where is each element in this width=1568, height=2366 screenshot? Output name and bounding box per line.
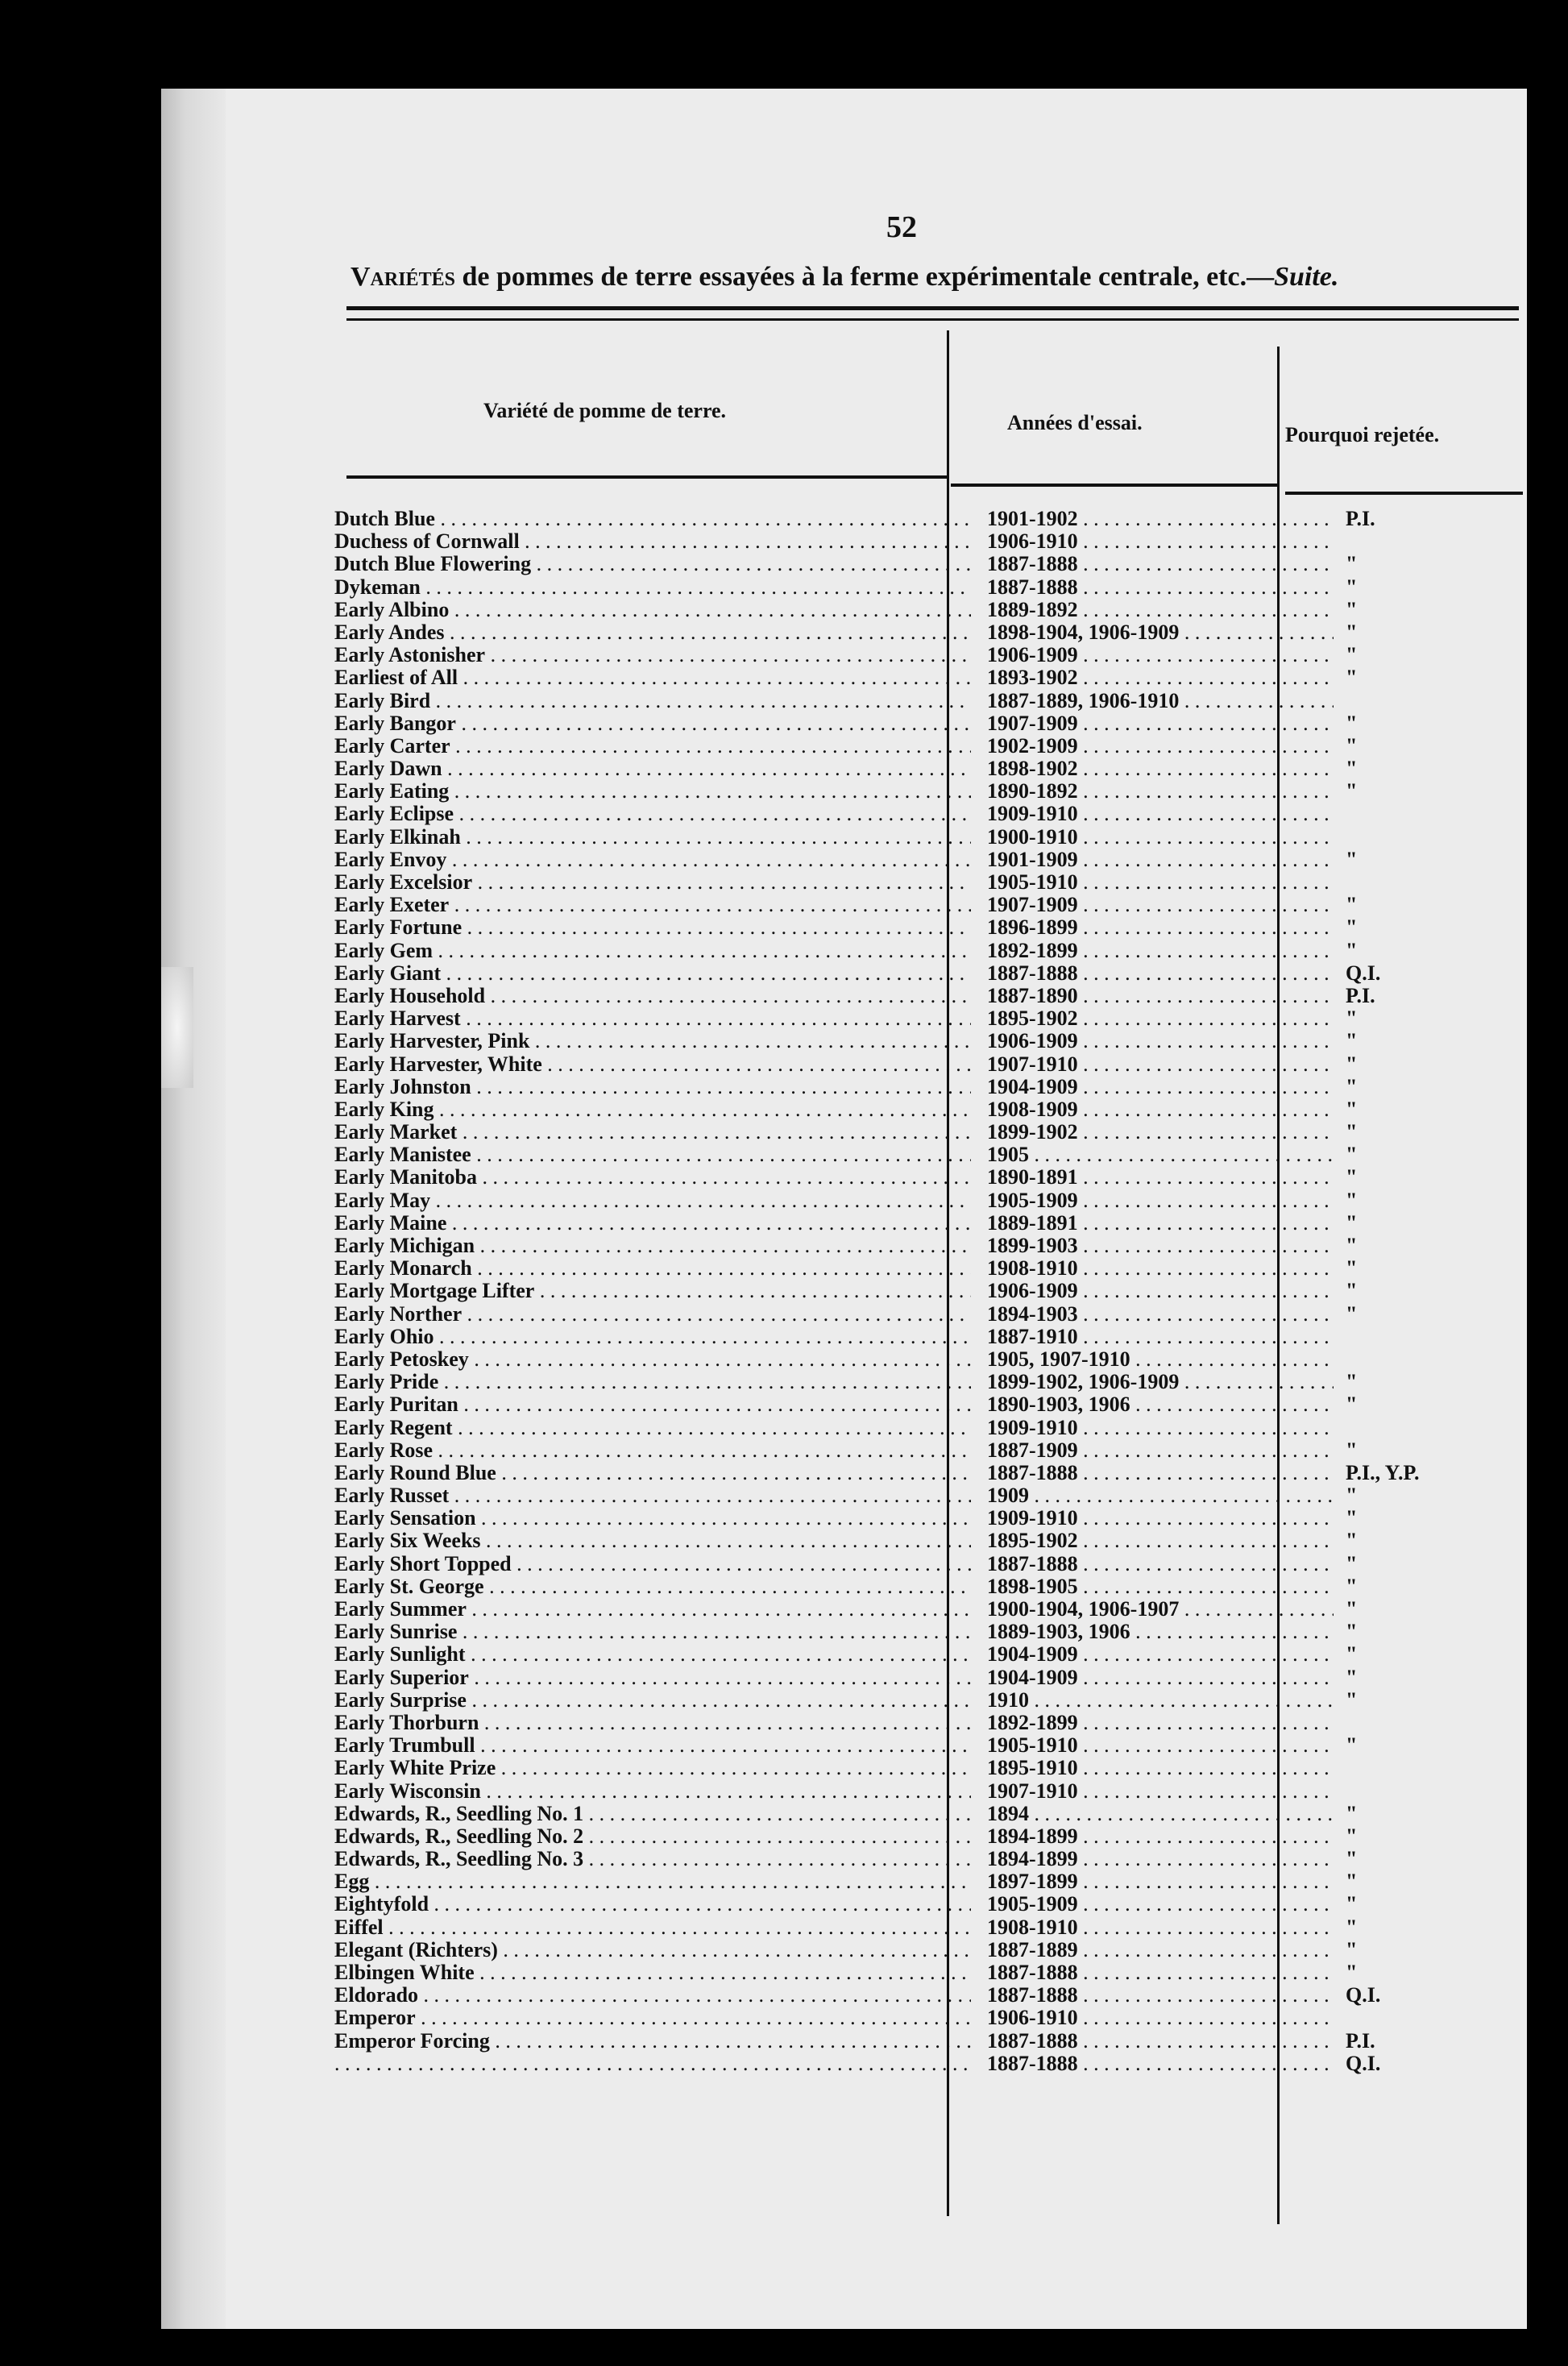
trial-years: 1908-1910 . . . xyxy=(987,1916,1334,1939)
table-row xyxy=(334,1825,1527,1848)
trial-years: 1887-1909 . . . xyxy=(987,1439,1334,1462)
table-row xyxy=(334,2030,1527,2053)
trial-years: 1892-1899 . . . xyxy=(987,1712,1334,1734)
variety-name: Early Round Blue . . . xyxy=(334,1462,971,1484)
table-row xyxy=(334,1712,1527,1734)
table-row xyxy=(334,1303,1527,1326)
rejection-reason: " xyxy=(1346,1210,1358,1235)
rejection-reason: " xyxy=(1346,1665,1358,1689)
variety-name: Elbingen White . . . xyxy=(334,1961,971,1984)
variety-name: Early Eating . . . xyxy=(334,780,971,803)
variety-name: Early Bangor . . . xyxy=(334,712,971,735)
rejection-reason: " xyxy=(1346,1256,1358,1281)
trial-years: 1892-1899 . . . xyxy=(987,940,1334,962)
trial-years: 1905, 1907-1910 . . . xyxy=(987,1348,1334,1371)
table-row xyxy=(334,1212,1527,1235)
trial-years: 1895-1902 . . . xyxy=(987,1530,1334,1552)
variety-table xyxy=(334,508,1527,2075)
table-row xyxy=(334,1893,1527,1916)
table-row xyxy=(334,1326,1527,1348)
variety-name: Early May . . . xyxy=(334,1189,971,1212)
trial-years: 1905-1910 . . . xyxy=(987,871,1334,894)
rejection-reason: " xyxy=(1346,1574,1358,1598)
rejection-reason: P.I. xyxy=(1346,983,1375,1007)
variety-name: Eiffel . . . xyxy=(334,1916,971,1939)
trial-years: 1887-1888 . . . xyxy=(987,1984,1334,2007)
trial-years: 1910 . . . xyxy=(987,1689,1334,1712)
rejection-reason: " xyxy=(1346,1438,1358,1462)
variety-name: Early Pride . . . xyxy=(334,1371,971,1393)
variety-name: Early Harvest . . . xyxy=(334,1007,971,1030)
table-row xyxy=(334,1667,1527,1689)
table-row xyxy=(334,1098,1527,1121)
trial-years: 1906-1910 . . . xyxy=(987,530,1334,553)
rejection-reason: " xyxy=(1346,575,1358,599)
rejection-reason: " xyxy=(1346,1393,1358,1417)
table-row xyxy=(334,1984,1527,2007)
table-row xyxy=(334,1870,1527,1893)
trial-years: 1908-1910 . . . xyxy=(987,1257,1334,1280)
rejection-reason: P.I. xyxy=(1346,2028,1375,2053)
rejection-reason: " xyxy=(1346,597,1358,621)
rejection-reason: " xyxy=(1346,1824,1358,1848)
trial-years: 1905-1909 . . . xyxy=(987,1189,1334,1212)
trial-years: 1894-1903 . . . xyxy=(987,1303,1334,1326)
page-title xyxy=(351,262,1511,293)
variety-name: Early Superior . . . xyxy=(334,1667,971,1689)
table-row xyxy=(334,1053,1527,1076)
variety-name: Early Envoy . . . xyxy=(334,849,971,871)
variety-name: Early Bird . . . xyxy=(334,690,971,712)
rejection-reason: " xyxy=(1346,1892,1358,1916)
table-row xyxy=(334,1757,1527,1779)
trial-years: 1906-1909 . . . xyxy=(987,644,1334,666)
table-row xyxy=(334,1076,1527,1098)
variety-name: Dykeman . . . xyxy=(334,576,971,599)
rejection-reason: " xyxy=(1346,1687,1358,1712)
trial-years: 1901-1902 . . . xyxy=(987,508,1334,530)
rejection-reason: " xyxy=(1346,1733,1358,1758)
variety-name: Early Sensation . . . xyxy=(334,1507,971,1530)
variety-name: Early Manitoba . . . xyxy=(334,1166,971,1189)
rejection-reason: " xyxy=(1346,666,1358,690)
table-row xyxy=(334,1348,1527,1371)
table-row xyxy=(334,962,1527,985)
variety-name: Early Sunlight . . . xyxy=(334,1643,971,1666)
trial-years: 1898-1905 . . . xyxy=(987,1575,1334,1598)
trial-years: 1887-1888 . . . xyxy=(987,1961,1334,1984)
variety-name: Early Short Topped . . . xyxy=(334,1553,971,1575)
variety-name: Duchess of Cornwall . . . xyxy=(334,530,971,553)
variety-name: Early Gem . . . xyxy=(334,940,971,962)
table-row xyxy=(334,1961,1527,1984)
page-blemish xyxy=(161,967,193,1088)
trial-years: 1904-1909 . . . xyxy=(987,1643,1334,1666)
trial-years: 1906-1909 . . . xyxy=(987,1280,1334,1302)
rejection-reason: " xyxy=(1346,1301,1358,1326)
table-row xyxy=(334,644,1527,666)
table-row xyxy=(334,871,1527,894)
table-row xyxy=(334,758,1527,780)
header-reason: Pourquoi rejetée. xyxy=(1285,423,1440,446)
rejection-reason: " xyxy=(1346,1529,1358,1553)
variety-name: Edwards, R., Seedling No. 1 . . . xyxy=(334,1803,971,1825)
trial-years: 1900-1910 . . . xyxy=(987,826,1334,849)
rejection-reason: " xyxy=(1346,1620,1358,1644)
table-row xyxy=(334,916,1527,939)
trial-years: 1887-1888 . . . xyxy=(987,576,1334,599)
table-row xyxy=(334,1144,1527,1166)
table-row xyxy=(334,1030,1527,1052)
trial-years: 1900-1904, 1906-1907 . . . xyxy=(987,1598,1334,1621)
variety-name: Early Regent . . . xyxy=(334,1417,971,1439)
trial-years: 1905 . . . xyxy=(987,1144,1334,1166)
trial-years: 1907-1909 . . . xyxy=(987,712,1334,735)
variety-name: Early White Prize . . . xyxy=(334,1757,971,1779)
trial-years: 1890-1892 . . . xyxy=(987,780,1334,803)
trial-years: 1889-1903, 1906 . . . xyxy=(987,1621,1334,1643)
rejection-reason: " xyxy=(1346,1188,1358,1212)
rejection-reason: P.I., Y.P. xyxy=(1346,1460,1420,1484)
table-row xyxy=(334,1484,1527,1507)
rejection-reason: " xyxy=(1346,1937,1358,1961)
trial-years: 1898-1904, 1906-1909 . . . xyxy=(987,621,1334,644)
rejection-reason: " xyxy=(1346,552,1358,576)
table-row xyxy=(334,1166,1527,1189)
table-row xyxy=(334,1257,1527,1280)
trial-years: 1893-1902 . . . xyxy=(987,666,1334,689)
variety-name: Early Wisconsin . . . xyxy=(334,1780,971,1803)
trial-years: 1897-1899 . . . xyxy=(987,1870,1334,1893)
trial-years: 1894-1899 . . . xyxy=(987,1848,1334,1870)
variety-name: Early Maine . . . xyxy=(334,1212,971,1235)
rejection-reason: Q.I. xyxy=(1346,1983,1381,2007)
table-row xyxy=(334,985,1527,1007)
trial-years: 1890-1903, 1906 . . . xyxy=(987,1393,1334,1416)
table-row xyxy=(334,599,1527,621)
table-row xyxy=(334,1235,1527,1257)
table-row xyxy=(334,530,1527,553)
variety-name: Early Rose . . . xyxy=(334,1439,971,1462)
rejection-reason: " xyxy=(1346,1642,1358,1667)
rejection-reason: " xyxy=(1346,1801,1358,1825)
rejection-reason: P.I. xyxy=(1346,507,1375,530)
trial-years: 1902-1909 . . . xyxy=(987,735,1334,758)
trial-years: 1887-1888 . . . xyxy=(987,1462,1334,1484)
table-row xyxy=(334,2007,1527,2029)
variety-name: Early Market . . . xyxy=(334,1121,971,1144)
rejection-reason: " xyxy=(1346,1052,1358,1076)
variety-name: Early Petoskey . . . xyxy=(334,1348,971,1371)
rejection-reason: " xyxy=(1346,1029,1358,1053)
rejection-reason: " xyxy=(1346,1597,1358,1621)
variety-name: Early Norther . . . xyxy=(334,1303,971,1326)
trial-years: 1887-1888 . . . xyxy=(987,1553,1334,1575)
rejection-reason: " xyxy=(1346,779,1358,803)
table-row xyxy=(334,1189,1527,1212)
rejection-reason: " xyxy=(1346,711,1358,735)
trial-years: 1905-1910 . . . xyxy=(987,1734,1334,1757)
variety-name: Early Trumbull . . . xyxy=(334,1734,971,1757)
variety-name: Early Household . . . xyxy=(334,985,971,1007)
trial-years: 1887-1910 . . . xyxy=(987,1326,1334,1348)
table-row xyxy=(334,1575,1527,1598)
variety-name: Elegant (Richters) . . . xyxy=(334,1939,971,1961)
table-row xyxy=(334,1007,1527,1030)
table-row xyxy=(334,508,1527,530)
table-row xyxy=(334,1643,1527,1666)
trial-years: 1907-1909 . . . xyxy=(987,894,1334,916)
table-row xyxy=(334,1734,1527,1757)
table-row xyxy=(334,1280,1527,1302)
trial-years: 1887-1888 . . . xyxy=(987,553,1334,575)
variety-name: Early Six Weeks . . . xyxy=(334,1530,971,1552)
rejection-reason: " xyxy=(1346,1234,1358,1257)
rejection-reason: " xyxy=(1346,1961,1358,1984)
rejection-reason: " xyxy=(1346,1370,1358,1394)
trial-years: 1899-1902 . . . xyxy=(987,1121,1334,1144)
rejection-reason: " xyxy=(1346,893,1358,917)
variety-name: Early Surprise . . . xyxy=(334,1689,971,1712)
rejection-reason: " xyxy=(1346,1870,1358,1894)
trial-years: 1896-1899 . . . xyxy=(987,916,1334,939)
rejection-reason: " xyxy=(1346,915,1358,940)
trial-years: 1907-1910 . . . xyxy=(987,1053,1334,1076)
trial-years: 1909-1910 . . . xyxy=(987,803,1334,825)
rejection-reason: " xyxy=(1346,757,1358,781)
variety-name: Early Ohio . . . xyxy=(334,1326,971,1348)
table-row xyxy=(334,553,1527,575)
trial-years: 1887-1889, 1906-1910 . . . xyxy=(987,690,1334,712)
header-variety: Variété de pomme de terre. xyxy=(483,399,727,422)
document-page xyxy=(161,89,1527,2329)
variety-name: Early Sunrise . . . xyxy=(334,1621,971,1643)
variety-name: Emperor . . . xyxy=(334,2007,971,2029)
table-row xyxy=(334,940,1527,962)
variety-name: Early Excelsior . . . xyxy=(334,871,971,894)
variety-name: Early Thorburn . . . xyxy=(334,1712,971,1734)
rejection-reason: " xyxy=(1346,1074,1358,1098)
table-row xyxy=(334,1848,1527,1870)
rejection-reason: " xyxy=(1346,1279,1358,1303)
rejection-reason: " xyxy=(1346,847,1358,871)
title-suite: Suite. xyxy=(1274,262,1339,292)
rejection-reason: " xyxy=(1346,1165,1358,1189)
trial-years: 1890-1891 . . . xyxy=(987,1166,1334,1189)
table-row xyxy=(334,1803,1527,1825)
rejection-reason: " xyxy=(1346,643,1358,667)
variety-name: Early Puritan . . . xyxy=(334,1393,971,1416)
table-row xyxy=(334,803,1527,825)
variety-name xyxy=(334,2053,971,2075)
table-row xyxy=(334,1939,1527,1961)
variety-name: Early Astonisher . . . xyxy=(334,644,971,666)
variety-name: Early Carter . . . xyxy=(334,735,971,758)
variety-name: Emperor Forcing . . . xyxy=(334,2030,971,2053)
variety-name: Early Summer . . . xyxy=(334,1598,971,1621)
rejection-reason: " xyxy=(1346,620,1358,644)
variety-name: Early Harvester, White . . . xyxy=(334,1053,971,1076)
table-row xyxy=(334,2053,1527,2075)
table-row xyxy=(334,1439,1527,1462)
variety-name: Early Giant . . . xyxy=(334,962,971,985)
header-rule-years xyxy=(951,484,1277,487)
trial-years: 1908-1909 . . . xyxy=(987,1098,1334,1121)
variety-name: Early Michigan . . . xyxy=(334,1235,971,1257)
page-number: 52 xyxy=(886,210,917,244)
table-row xyxy=(334,1916,1527,1939)
trial-years: 1894-1899 . . . xyxy=(987,1825,1334,1848)
table-row xyxy=(334,712,1527,735)
table-row xyxy=(334,1530,1527,1552)
table-row xyxy=(334,1621,1527,1643)
header-years: Années d'essai. xyxy=(1007,411,1143,434)
trial-years: 1906-1910 . . . xyxy=(987,2007,1334,2029)
variety-name: Early Russet . . . xyxy=(334,1484,971,1507)
rejection-reason: " xyxy=(1346,1915,1358,1939)
rejection-reason: " xyxy=(1346,1097,1358,1121)
trial-years: 1907-1910 . . . xyxy=(987,1780,1334,1803)
page-binding-shadow xyxy=(161,89,226,2329)
header-rule-reason xyxy=(1285,492,1523,495)
header-rule-variety xyxy=(346,475,947,479)
rejection-reason: Q.I. xyxy=(1346,2051,1381,2075)
trial-years: 1894 . . . xyxy=(987,1803,1334,1825)
trial-years: 1898-1902 . . . xyxy=(987,758,1334,780)
table-row xyxy=(334,1507,1527,1530)
table-row xyxy=(334,1553,1527,1575)
title-text: de pommes de terre essayées à la ferme expérimentale centrale, etc.— xyxy=(454,262,1275,292)
trial-years: 1905-1909 . . . xyxy=(987,1893,1334,1916)
table-row xyxy=(334,849,1527,871)
table-row xyxy=(334,826,1527,849)
variety-name: Early St. George . . . xyxy=(334,1575,971,1598)
trial-years: 1909 . . . xyxy=(987,1484,1334,1507)
table-row xyxy=(334,735,1527,758)
table-row xyxy=(334,780,1527,803)
trial-years: 1895-1902 . . . xyxy=(987,1007,1334,1030)
variety-name: Early Andes . . . xyxy=(334,621,971,644)
rejection-reason: " xyxy=(1346,1847,1358,1871)
variety-name: Early Albino . . . xyxy=(334,599,971,621)
rejection-reason: " xyxy=(1346,938,1358,962)
title-double-rule xyxy=(346,306,1519,321)
trial-years: 1909-1910 . . . xyxy=(987,1507,1334,1530)
table-row xyxy=(334,621,1527,644)
trial-years: 1887-1888 . . . xyxy=(987,2030,1334,2053)
variety-name: Early Harvester, Pink . . . xyxy=(334,1030,971,1052)
variety-name: Early Johnston . . . xyxy=(334,1076,971,1098)
rejection-reason: " xyxy=(1346,733,1358,758)
variety-name: Early Manistee . . . xyxy=(334,1144,971,1166)
variety-name: Early Fortune . . . xyxy=(334,916,971,939)
variety-name: Eldorado . . . xyxy=(334,1984,971,2007)
rejection-reason: Q.I. xyxy=(1346,961,1381,985)
variety-name: Egg . . . xyxy=(334,1870,971,1893)
rejection-reason: " xyxy=(1346,1007,1358,1031)
table-row xyxy=(334,576,1527,599)
variety-name: Edwards, R., Seedling No. 2 . . . xyxy=(334,1825,971,1848)
variety-name: Early Eclipse . . . xyxy=(334,803,971,825)
table-row xyxy=(334,1121,1527,1144)
trial-years: 1887-1890 . . . xyxy=(987,985,1334,1007)
rejection-reason: " xyxy=(1346,1120,1358,1144)
table-row xyxy=(334,1462,1527,1484)
trial-years: 1899-1902, 1906-1909 . . . xyxy=(987,1371,1334,1393)
variety-name: Early King . . . xyxy=(334,1098,971,1121)
trial-years: 1899-1903 . . . xyxy=(987,1235,1334,1257)
trial-years: 1895-1910 . . . xyxy=(987,1757,1334,1779)
variety-name: Edwards, R., Seedling No. 3 . . . xyxy=(334,1848,971,1870)
variety-name: Earliest of All . . . xyxy=(334,666,971,689)
trial-years: 1889-1892 . . . xyxy=(987,599,1334,621)
trial-years: 1906-1909 . . . xyxy=(987,1030,1334,1052)
rejection-reason: " xyxy=(1346,1506,1358,1530)
trial-years: 1887-1888 . . . xyxy=(987,2053,1334,2075)
variety-name: Early Elkinah . . . xyxy=(334,826,971,849)
variety-name: Early Mortgage Lifter . . . xyxy=(334,1280,971,1302)
table-row xyxy=(334,666,1527,689)
table-row xyxy=(334,1598,1527,1621)
variety-name: Dutch Blue Flowering . . . xyxy=(334,553,971,575)
trial-years: 1887-1889 . . . xyxy=(987,1939,1334,1961)
variety-name: Dutch Blue . . . xyxy=(334,508,971,530)
table-row xyxy=(334,894,1527,916)
trial-years: 1909-1910 . . . xyxy=(987,1417,1334,1439)
table-row xyxy=(334,690,1527,712)
table-row xyxy=(334,1393,1527,1416)
trial-years: 1904-1909 . . . xyxy=(987,1667,1334,1689)
rejection-reason: " xyxy=(1346,1143,1358,1167)
variety-name: Early Exeter . . . xyxy=(334,894,971,916)
variety-name: Early Monarch . . . xyxy=(334,1257,971,1280)
table-row xyxy=(334,1371,1527,1393)
trial-years: 1901-1909 . . . xyxy=(987,849,1334,871)
variety-name: Early Dawn . . . xyxy=(334,758,971,780)
rejection-reason: " xyxy=(1346,1484,1358,1508)
trial-years: 1904-1909 . . . xyxy=(987,1076,1334,1098)
table-row xyxy=(334,1417,1527,1439)
table-row xyxy=(334,1780,1527,1803)
table-row xyxy=(334,1689,1527,1712)
rejection-reason: " xyxy=(1346,1551,1358,1575)
variety-name: Eightyfold . . . xyxy=(334,1893,971,1916)
title-prefix: Variétés xyxy=(351,262,455,292)
trial-years: 1889-1891 . . . xyxy=(987,1212,1334,1235)
trial-years: 1887-1888 . . . xyxy=(987,962,1334,985)
